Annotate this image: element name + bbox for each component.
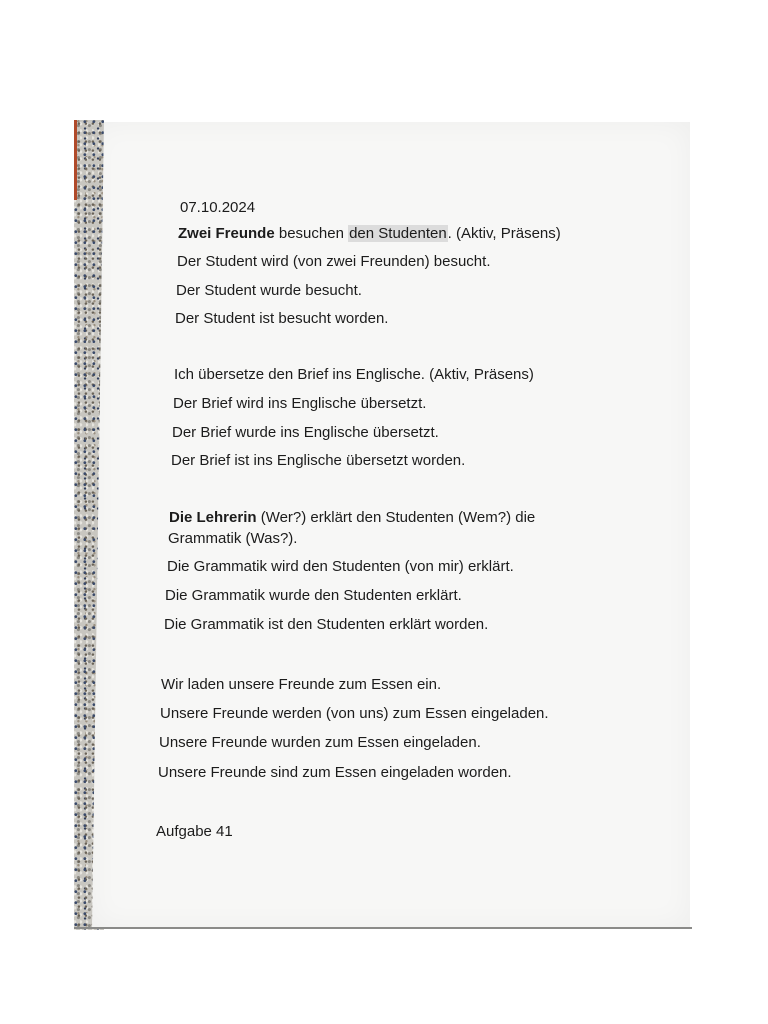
sentence-line: Die Grammatik ist den Studenten erklärt worden. xyxy=(164,616,489,633)
sentence-line: Unsere Freunde werden (von uns) zum Essen eingeladen. xyxy=(160,705,549,722)
sentence-line: Die Grammatik wird den Studenten (von mir) erklärt. xyxy=(167,558,514,575)
sentence-active xyxy=(178,224,561,244)
sentence-line: Der Student wird (von zwei Freunden) besucht. xyxy=(177,253,491,270)
sentence-line: Der Brief wird ins Englische übersetzt. xyxy=(173,395,427,412)
sentence-rest: (Wer?) erklärt den Studenten (Wem?) die xyxy=(256,509,536,526)
sentence-verb: besuchen xyxy=(274,225,349,242)
highlighted-object: den Studenten xyxy=(349,225,447,242)
sentence-line: Ich übersetze den Brief ins Englische. (Aktiv, Präsens) xyxy=(174,366,534,383)
surface-edge xyxy=(74,120,77,200)
sentence-subject: Zwei Freunde xyxy=(178,225,275,242)
sentence-line: Der Student ist besucht worden. xyxy=(175,310,389,327)
sentence-line: Unsere Freunde wurden zum Essen eingeladen. xyxy=(159,734,481,751)
sheet-bottom-edge xyxy=(74,927,692,929)
document-date: 07.10.2024 xyxy=(180,199,256,216)
sentence-line: Wir laden unsere Freunde zum Essen ein. xyxy=(161,676,442,693)
sentence-subject: Die Lehrerin xyxy=(169,509,257,526)
sentence-note: . (Aktiv, Präsens) xyxy=(447,225,561,242)
sentence-line: Die Grammatik wurde den Studenten erklärt. xyxy=(165,587,462,604)
sentence-active xyxy=(169,508,535,528)
sentence-line: Der Student wurde besucht. xyxy=(176,282,362,299)
sentence-continuation: Grammatik (Was?). xyxy=(168,530,298,547)
exercise-label: Aufgabe 41 xyxy=(156,823,233,840)
sentence-line: Der Brief ist ins Englische übersetzt worden. xyxy=(171,452,466,469)
sentence-line: Unsere Freunde sind zum Essen eingeladen worden. xyxy=(158,764,512,781)
sentence-line: Der Brief wurde ins Englische übersetzt. xyxy=(172,424,439,441)
